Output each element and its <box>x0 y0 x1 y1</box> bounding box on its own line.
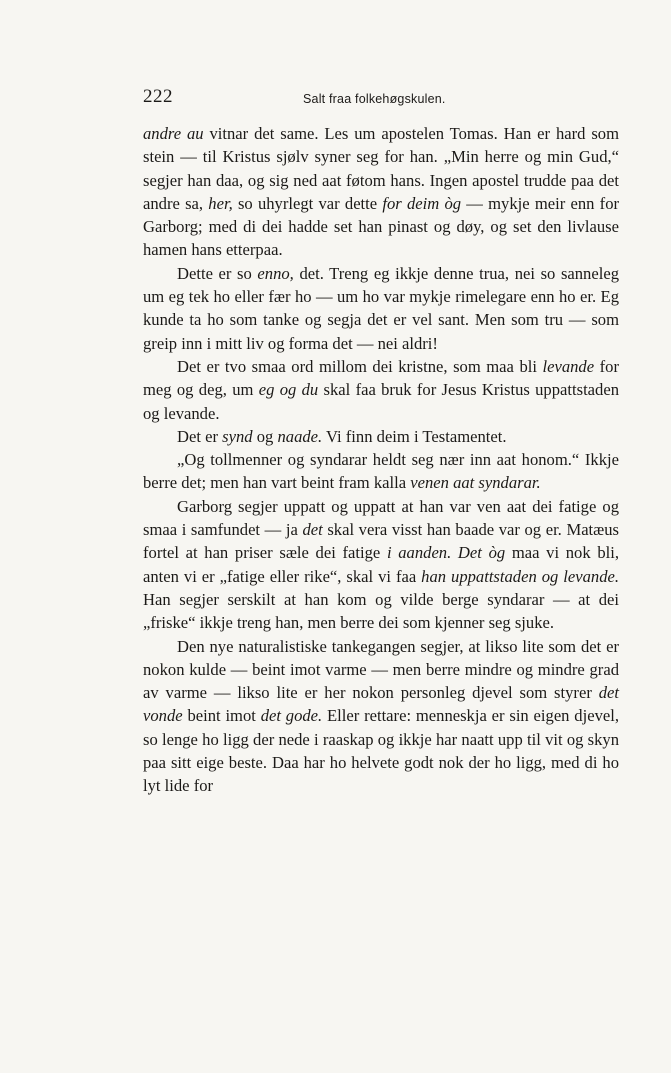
paragraph <box>143 495 619 635</box>
text-run: „Og tollmenner og syndarar heldt seg nær inn aat honom.“ Ikkje berre det; men han vart beint fram kalla <box>143 450 619 493</box>
paragraph <box>143 262 619 355</box>
italic-text-run: her, <box>208 193 233 213</box>
text-run: maa vi nok bli, anten vi er „fatige eller rike“, skal vi faa <box>143 543 619 586</box>
italic-text-run: levande <box>542 356 595 376</box>
italic-text-run: enno, <box>257 263 294 283</box>
paragraph <box>143 635 619 798</box>
paragraph <box>143 448 619 495</box>
text-run: vitnar det same. Les um apostelen Tomas. Han er hard som stein — til Kristus sjølv syner seg for han. „Min herre og min Gud,“ segjer han daa, og sig ned aat føtom hans. Ingen apostel trudde paa det andre sa, <box>143 124 620 213</box>
text-run: Garborg segjer uppatt og uppatt at han var ven aat dei fatige og smaa i samfundet — ja <box>143 496 619 540</box>
italic-text-run: synd <box>222 426 253 446</box>
italic-text-run: andre au <box>143 124 204 143</box>
page-header <box>143 86 619 112</box>
paragraph <box>143 355 619 425</box>
text-run: Det er <box>177 426 223 446</box>
text-run: Han segjer serskilt at han kom og vilde berge syndarar — at dei „friske“ ikkje treng han, men berre dei som kjenner seg sjuke. <box>143 589 619 633</box>
text-run: Det er tvo smaa ord millom dei kristne, som maa bli <box>177 356 543 376</box>
page-number: 222 <box>143 86 173 107</box>
paragraph <box>143 122 619 262</box>
italic-text-run: det vonde <box>143 683 619 726</box>
text-run: Vi finn deim i Testamentet. <box>322 426 507 446</box>
text-run: Dette er so <box>177 263 258 283</box>
italic-text-run: i aanden. Det òg <box>386 543 506 563</box>
body-text <box>143 122 619 798</box>
text-run: det. Treng eg ikkje denne trua, nei so sanneleg um eg tek ho eller fær ho — um ho var mykje rimelegare enn ho er. Eg kunde ta ho som tanke og segja det er vel sant. Men som tru — som greip inn i mitt liv og forma det — nei aldri! <box>143 263 619 353</box>
italic-text-run: han uppattstaden og levande. <box>421 566 620 586</box>
paragraph <box>143 425 619 448</box>
text-run: beint imot <box>182 706 261 726</box>
italic-text-run: venen aat syndarar. <box>410 473 541 493</box>
text-run: Den nye naturalistiske tankegangen segjer, at likso lite som det er nokon kulde — beint imot varme — men berre mindre og mindre grad av varme — likso lite er her nokon personleg djevel som styrer <box>143 636 619 703</box>
text-run: og <box>252 426 278 446</box>
italic-text-run: det gode. <box>260 706 323 726</box>
text-run: skal faa bruk for Jesus Kristus uppattstaden og levande. <box>143 380 619 423</box>
text-run: so uhyrlegt var dette <box>232 193 383 213</box>
text-run: — mykje meir enn for Garborg; med di dei hadde set han pinast og døy, og set den livlause hamen hans etterpaa. <box>143 193 620 260</box>
running-title: Salt fraa folkehøgskulen. <box>303 92 446 106</box>
italic-text-run: for deim òg <box>382 193 462 213</box>
text-run: for meg og deg, um <box>143 356 619 400</box>
italic-text-run: det <box>302 520 323 540</box>
italic-text-run: naade. <box>277 426 323 446</box>
italic-text-run: eg og du <box>258 380 319 400</box>
text-run: Eller rettare: menneskja er sin eigen djevel, so lenge ho ligg der nede i raaskap og ikkje har naatt upp til vit og skyn paa sitt eige beste. Daa har ho helvete godt nok der ho ligg, med di ho lyt lide for <box>143 706 619 796</box>
text-run: skal vera visst han baade var og er. Matæus fortel at han priser sæle dei fatige <box>143 520 619 563</box>
